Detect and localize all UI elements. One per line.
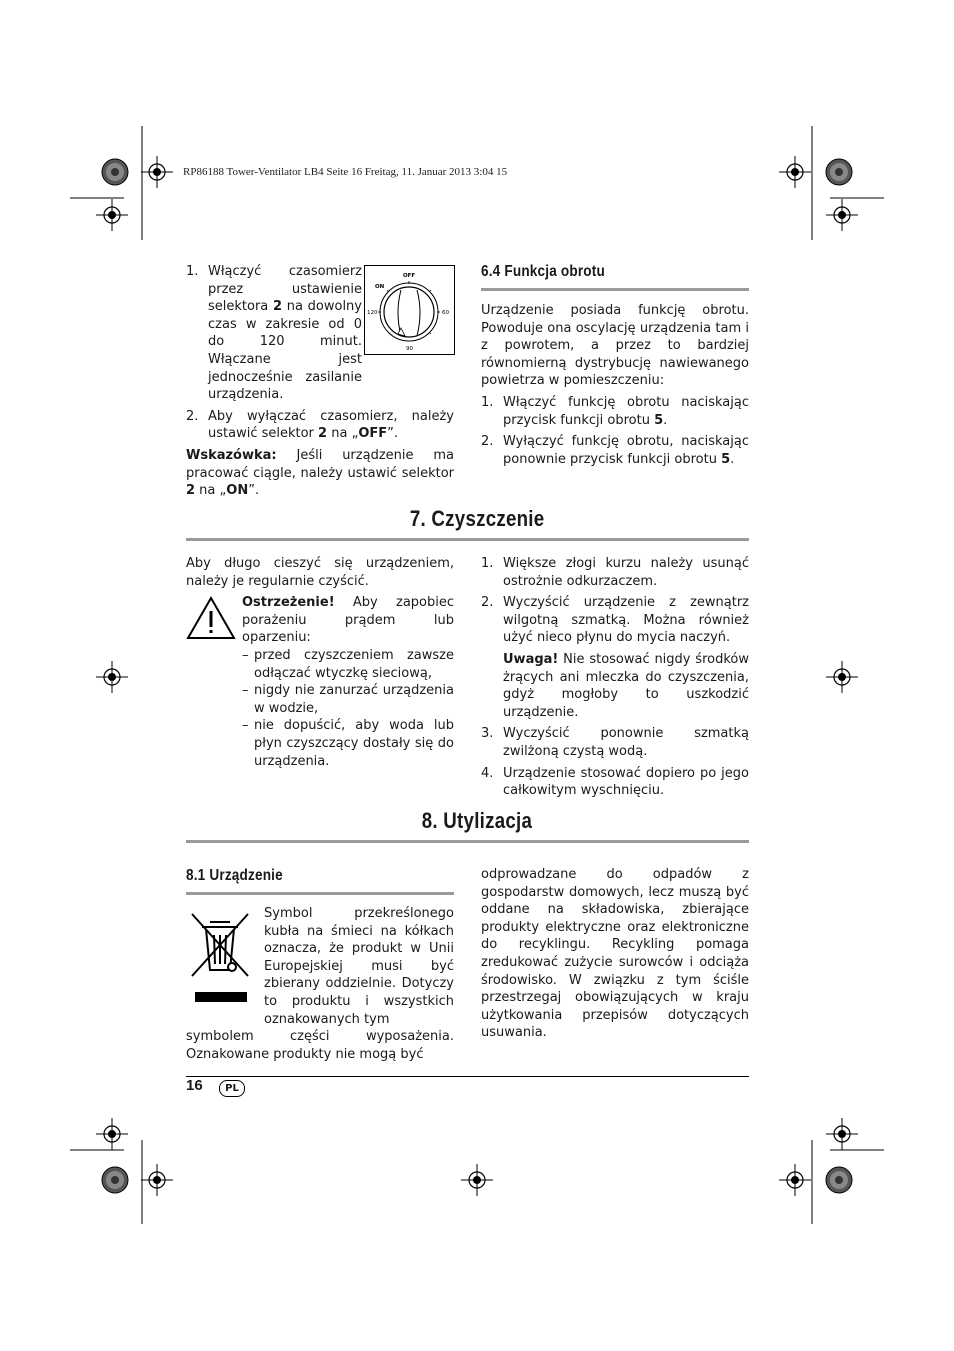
rotation-paragraph: Urządzenie posiada funkcję obrotu. Powoduje ona oscylację urządzenia tam i z powrotem, a przez to bardziej równomierną dystrybucję nawiewanego powietrza w pomieszczeniu: [481,303,749,389]
language-badge: PL [219,1080,245,1097]
heading-rule [186,538,749,541]
cleaning-right-column [481,555,749,804]
dial-120-label: 120 [367,310,378,316]
disposal-heading: 8. Utylizacja [421,808,533,833]
heading-rule [186,892,454,895]
list-item: 2. Wyczyścić urządzenie z zewnątrz wilgotną szmatką. Można również użyć nieco płynu do mycia naczyń. [481,595,749,646]
disposal-paragraph-wrap: Symbol przekreślonego kubła na śmieci na kółkach oznacza, że produkt w Unii Europejskiej musi być zbierany oddzielnie. Dotyczy to produktu i wszystkich oznakowanych tym [264,906,454,1027]
list-item: 1. Włączyć funkcję obrotu naciskając przycisk funkcji obrotu 5. [481,394,749,428]
list-item: – przed czyszczeniem zawsze odłączać wtyczkę sieciową, [242,647,454,681]
dial-off-label: OFF [403,273,416,279]
dial-60-label: 60 [442,310,449,316]
list-item: 2. Wyłączyć funkcję obrotu, naciskając ponownie przycisk funkcji obrotu 5. [481,434,749,467]
rotation-section [481,302,749,472]
cleaning-left-column [186,555,454,770]
print-slug: RP86188 Tower-Ventilator LB4 Seite 16 Freitag, 11. Januar 2013 3:04 15 [183,166,508,178]
disposal-paragraph-continued: odprowadzane do odpadów z gospodarstw domowych, lecz muszą być oddane na składowiska, zbierające produkty elektryczne oraz elektroniczne do recyklingu. Recykling pomaga zredukować zużycie surowców i odciąża środowisko. W związku z tym ściśle przestrzegaj obowiązujących w kraju użytkowania przepisów dotyczących usuwania. [481,867,749,1041]
disposal-left-column [186,905,454,1063]
disposal-right-column [481,866,749,1046]
cleaning-intro: Aby długo cieszyć się urządzeniem, należy je regularnie czyścić. [186,556,454,589]
list-item: – nigdy nie zanurzać urządzenia w wodzie, [242,683,454,716]
cleaning-heading: 7. Czyszczenie [409,506,545,531]
footer-rule [186,1076,749,1077]
dial-on-label: ON [375,284,385,290]
timer-dial-icon [365,266,454,354]
list-item: 1. Włączyć czasomierz przez ustawienie selektora 2 na dowolny czas w zakresie od 0 do 120 minut. Włączane jest jednocześnie zasilanie urządzenia. [186,264,362,403]
warning-paragraph: Ostrzeżenie! Aby zapobiec porażeniu prądem lub oparzeniu: [242,595,454,646]
heading-rule [481,288,749,291]
heading-rule [186,840,749,843]
list-item: 1. Większe złogi kurzu należy usunąć ostrożnie odkurzaczem. [481,556,749,589]
note-paragraph: Wskazówka: Jeśli urządzenie ma pracować ciągle, należy ustawić selektor 2 na „ON”. [186,447,454,499]
page-number: 16 [186,1077,203,1094]
list-item: 4. Urządzenie stosować dopiero po jego całkowitym wyschnięciu. [481,765,749,799]
dial-90-label: 90 [406,346,413,352]
caution-paragraph: Uwaga! Nie stosować nigdy środków żrących ani mleczka do czyszczenia, gdyż mogłoby to uszkodzić urządzenie. [503,651,749,720]
device-subheading: 8.1 Urządzenie [186,867,283,884]
list-item: 3. Wyczyścić ponownie szmatką zwilżoną czystą wodą. [481,726,749,759]
list-item: 2. Aby wyłączać czasomierz, należy ustawić selektor 2 na „OFF”. [186,408,454,442]
rotation-heading: 6.4 Funkcja obrotu [481,263,605,280]
list-item: – nie dopuścić, aby woda lub płyn czyszczący dostały się do urządzenia. [242,718,454,769]
disposal-paragraph: symbolem części wyposażenia. Oznakowane produkty nie mogą być [186,1029,454,1062]
warning-icon [186,596,236,640]
timer-dial-figure [364,265,455,355]
